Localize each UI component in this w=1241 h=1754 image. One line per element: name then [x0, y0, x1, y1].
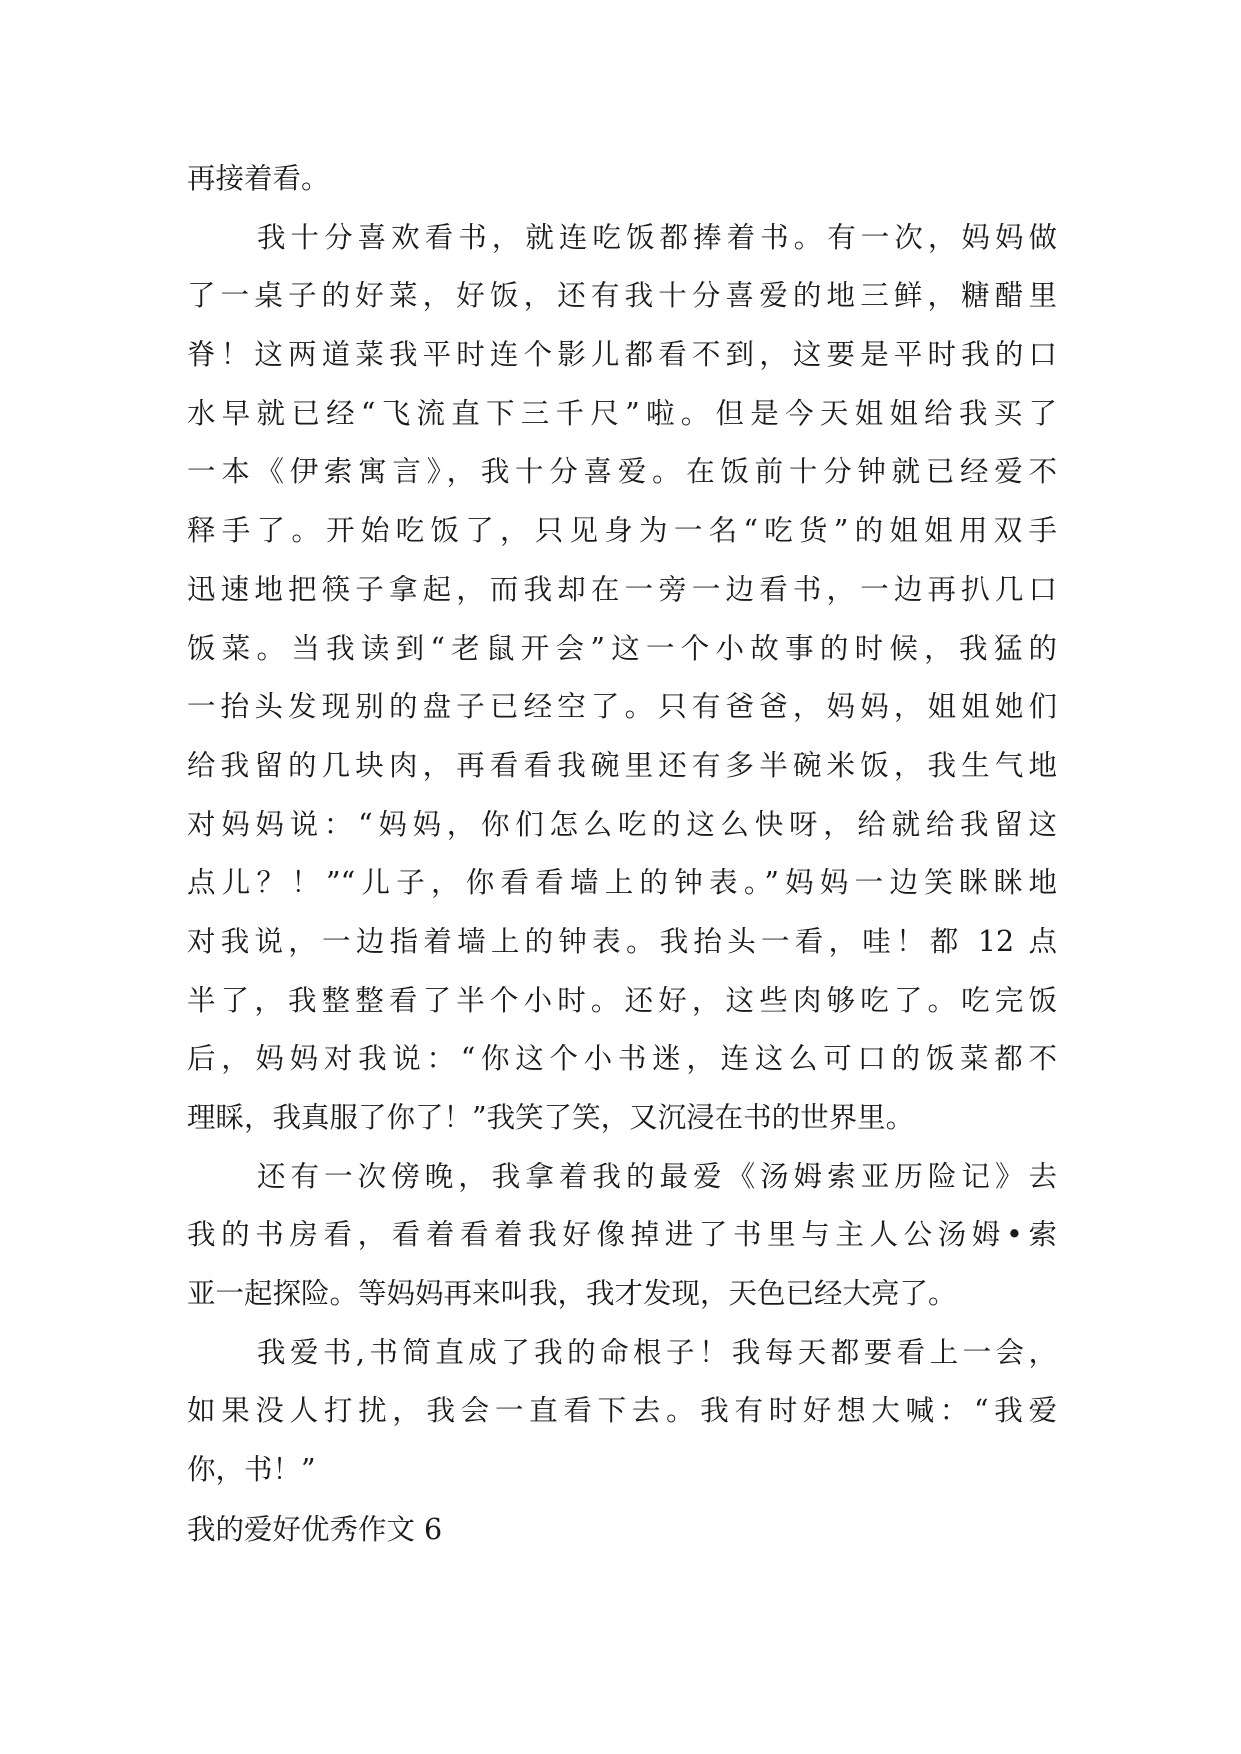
text-line: 理睬，我真服了你了！”我笑了笑，又沉浸在书的世界里。: [187, 1101, 915, 1134]
text-line: 脊！这两道菜我平时连个影儿都看不到，这要是平时我的口: [187, 338, 1057, 372]
paragraph-first-line: 我十分喜欢看书，就连吃饭都捧着书。有一次，妈妈做: [257, 220, 1057, 254]
document-page: [187, 150, 1057, 1560]
text-line: 水早就已经“飞流直下三千尺”啦。但是今天姐姐给我买了: [187, 396, 1057, 430]
text-line: 亚一起探险。等妈妈再来叫我，我才发现，天色已经大亮了。: [187, 1277, 957, 1311]
text-line: 点儿？！”“儿子，你看看墙上的钟表。”妈妈一边笑眯眯地: [187, 866, 1057, 900]
text-line: 一本《伊索寓言》，我十分喜爱。在饭前十分钟就已经爱不: [187, 455, 1057, 489]
text-line: 给我留的几块肉，再看看我碗里还有多半碗米饭，我生气地: [187, 748, 1057, 782]
text-line: 迅速地把筷子拿起，而我却在一旁一边看书，一边再扒几口: [187, 572, 1057, 606]
paragraph-first-line: 还有一次傍晚，我拿着我的最爱《汤姆索亚历险记》去: [257, 1159, 1057, 1193]
text-line: 如果没人打扰，我会一直看下去。我有时好想大喊：“我爱: [187, 1394, 1057, 1428]
text-line: 我的书房看，看着看着我好像掉进了书里与主人公汤姆•索: [187, 1218, 1057, 1252]
paragraph-first-line: 我爱书,书简直成了我的命根子！我每天都要看上一会，: [257, 1335, 1057, 1369]
text-line: 你，书！”: [187, 1453, 316, 1487]
section-heading: 我的爱好优秀作文 6: [187, 1512, 443, 1546]
text-line: 一抬头发现别的盘子已经空了。只有爸爸，妈妈，姐姐她们: [187, 690, 1057, 724]
text-line: 对妈妈说：“妈妈，你们怎么吃的这么快呀，给就给我留这: [187, 807, 1057, 841]
text-line: 饭菜。当我读到“老鼠开会”这一个小故事的时候，我猛的: [187, 631, 1057, 665]
text-line: 了一桌子的好菜，好饭，还有我十分喜爱的地三鲜，糖醋里: [187, 279, 1057, 313]
text-line: 半了，我整整看了半个小时。还好，这些肉够吃了。吃完饭: [187, 983, 1057, 1017]
text-line: 释手了。开始吃饭了，只见身为一名“吃货”的姐姐用双手: [187, 514, 1057, 548]
text-line: 再接着看。: [187, 162, 330, 195]
text-line: 后，妈妈对我说：“你这个小书迷，连这么可口的饭菜都不: [187, 1042, 1057, 1076]
text-line: 对我说，一边指着墙上的钟表。我抬头一看，哇！都 12 点: [187, 924, 1057, 958]
